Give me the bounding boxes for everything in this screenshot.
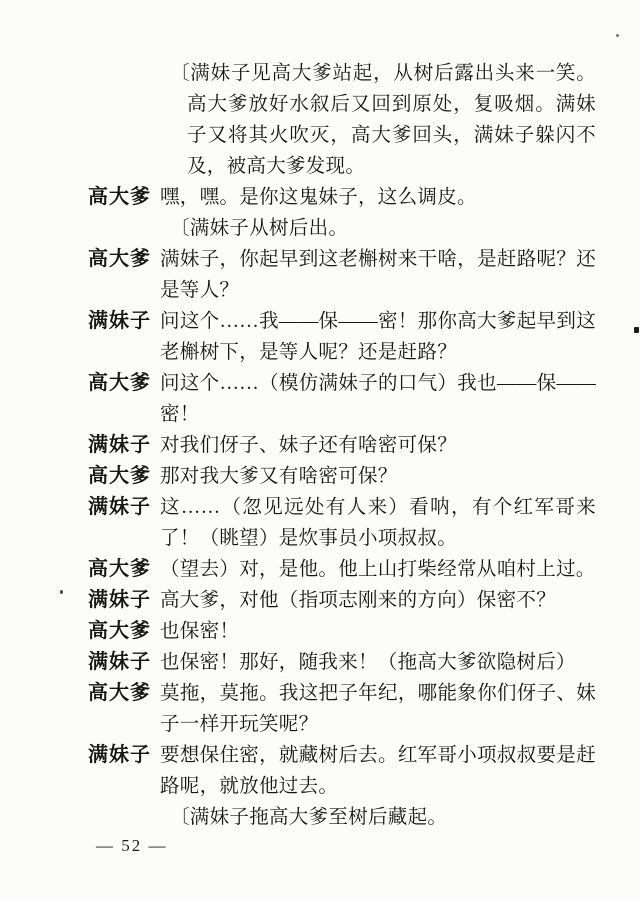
dialogue-row: [0, 554, 640, 585]
speaker-label: 高大爹: [88, 465, 151, 487]
speech-text: 问这个……（模仿满妹子的口气）我也——保——密！: [160, 373, 596, 425]
speech-text: （望去）对，是他。他上山打柴经常从咱村上过。: [160, 559, 596, 580]
scan-speck: [616, 34, 619, 37]
dialogue-row: [0, 647, 640, 678]
speaker-label: 满妹子: [88, 744, 151, 766]
speech-text: 这……（忽见远处有人来）看呐，有个红军哥来了！（眺望）是炊事员小项叔叔。: [160, 497, 596, 549]
speaker-label: 满妹子: [88, 434, 151, 456]
dialogue-row: [0, 461, 640, 492]
stage-direction-row: [0, 58, 640, 182]
dialogue-row: [0, 616, 640, 647]
dialogue-row: [0, 368, 640, 430]
speech-text: 嘿，嘿。是你这鬼妹子，这么调皮。: [160, 187, 477, 208]
speaker-label: 满妹子: [88, 496, 151, 518]
dialogue-row: [0, 492, 640, 554]
speech-text: 要想保住密，就藏树后去。红军哥小项叔叔要是赶路呢，就放他过去。: [160, 745, 596, 797]
speaker-label: 高大爹: [88, 682, 151, 704]
dialogue-row: [0, 306, 640, 368]
dialogue-row: [0, 430, 640, 461]
speech-text: 高大爹，对他（指项志刚来的方向）保密不？: [160, 590, 557, 611]
speech-text: 对我们伢子、妹子还有啥密可保？: [160, 435, 458, 456]
speaker-label: 高大爹: [88, 186, 151, 208]
speech-text: 问这个……我——保——密！那你高大爹起早到这老槲树下，是等人呢？还是赶路？: [160, 311, 596, 363]
speech-text: 莫拖，莫拖。我这把子年纪，哪能象你们伢子、妹子一样开玩笑呢？: [160, 683, 596, 735]
speaker-label: 高大爹: [88, 558, 151, 580]
script-body: [0, 58, 640, 833]
stage-direction-row: [0, 802, 640, 833]
speech-text: 也保密！那好，随我来！（拖高大爹欲隐树后）: [160, 652, 576, 673]
speech-text: 满妹子，你起早到这老槲树来干啥，是赶路呢？还是等人？: [160, 249, 596, 301]
dialogue-row: [0, 244, 640, 306]
scan-speck: [634, 327, 639, 333]
speaker-label: 高大爹: [88, 372, 151, 394]
speaker-label: 高大爹: [88, 620, 151, 642]
speaker-label: 满妹子: [88, 310, 151, 332]
stage-direction-text: 〔满妹子见高大爹站起，从树后露出头来一笑。高大爹放好水叙后又回到原处，复吸烟。满妹子又将其火吹灭，高大爹回头，满妹子躲闪不及，被高大爹发现。: [170, 63, 596, 177]
dialogue-row: [0, 182, 640, 213]
speech-text: 那对我大爹又有啥密可保？: [160, 466, 398, 487]
dialogue-row: [0, 678, 640, 740]
page-number: — 52 —: [96, 836, 168, 855]
stage-direction-row: [0, 213, 640, 244]
stage-direction-text: 〔满妹子拖高大爹至树后藏起。: [170, 807, 448, 828]
speech-text: 也保密！: [160, 621, 240, 642]
speaker-label: 满妹子: [88, 651, 151, 673]
speaker-label: 满妹子: [88, 589, 151, 611]
stage-direction-text: 〔满妹子从树后出。: [170, 218, 349, 239]
scan-speck: [60, 590, 63, 594]
dialogue-row: [0, 585, 640, 616]
dialogue-row: [0, 740, 640, 802]
speaker-label: 高大爹: [88, 248, 151, 270]
